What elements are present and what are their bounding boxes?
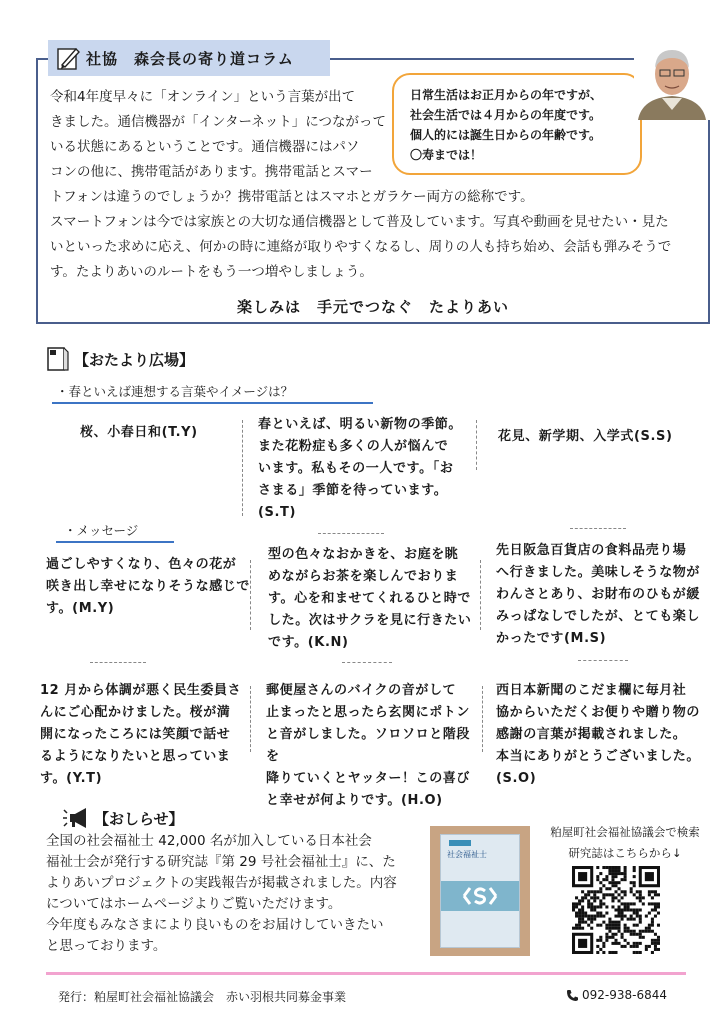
message-line: 感謝の言葉が掲載されました。 — [496, 727, 687, 742]
message-line: した。次はサクラを見に行きたい — [268, 613, 472, 628]
message-line: 12 月から体調が悪く民生委員さ — [40, 683, 242, 698]
answer-2 — [258, 414, 468, 524]
divider — [250, 560, 251, 630]
notice-line: よりあいプロジェクトの実践報告が掲載されました。内容 — [46, 875, 397, 891]
speech-line: 個人的には誕生日からの年齢です。 — [410, 128, 602, 142]
question-label: ・春といえば連想する言葉やイメージは？ — [52, 382, 373, 404]
message-3 — [496, 540, 708, 650]
message-line: 本当にありがとうございました。 — [496, 749, 701, 764]
notice-line: 全国の社会福祉士 42,000 名が加入している日本社会 — [46, 833, 372, 849]
journal-band — [441, 881, 519, 911]
chairman-portrait — [634, 40, 710, 120]
document-icon — [46, 346, 70, 372]
message-1 — [46, 554, 252, 620]
qr-caption-line: 粕屋町社会福祉協議会で検索 — [550, 825, 700, 839]
answer-line: (S.T) — [258, 505, 297, 520]
footer-divider — [46, 972, 686, 975]
speech-line: 〇寿までは！ — [410, 148, 483, 162]
message-line: 開になったころには笑顔で話せ — [40, 727, 231, 742]
message-line: と幸せが何よりです。(H.O) — [266, 793, 443, 808]
speech-bubble — [392, 73, 642, 175]
message-line: (S.O) — [496, 771, 537, 786]
message-line: です。(K.N) — [268, 635, 349, 650]
message-line: す。(Y.T) — [40, 771, 103, 786]
divider — [242, 420, 243, 516]
qr-code[interactable] — [572, 866, 660, 954]
answer-line: また花粉症も多くの人が悩んで — [258, 439, 449, 454]
footer-phone — [566, 988, 667, 1002]
message-line: 郵便屋さんのバイクの音がして — [266, 683, 457, 698]
message-5 — [266, 680, 480, 812]
message-4 — [40, 680, 248, 790]
journal-tag — [449, 840, 471, 846]
notice-line: 福祉士会が発行する研究誌『第 29 号社会福祉士』に、た — [46, 854, 396, 870]
message-line: 降りていくとヤッター！この喜び — [266, 771, 471, 786]
column-line: いといった求めに応え、何かの時に連絡が取りやすくなるし、周りの人も持ち始め、会話も弾みそうで — [50, 239, 672, 255]
message-line: 過ごしやすくなり、色々の花が — [46, 557, 237, 572]
message-line: 先日阪急百貨店の食料品売り場 — [496, 543, 687, 558]
message-line: 止まったと思ったら玄関にポトン — [266, 705, 471, 720]
column-line: いる状態にあるということです。通信機器にはパソ — [50, 139, 360, 155]
message-line: と音がしました。ソロソロと階段を — [266, 727, 471, 764]
phone-number: 092-938-6844 — [582, 988, 668, 1002]
message-line: わんさとあり、お財布のひもが緩 — [496, 587, 701, 602]
journal-title: 社会福祉士 — [447, 850, 487, 859]
notice-line: についてはホームページよりご覧いただけます。 — [46, 896, 342, 912]
divider — [250, 686, 251, 752]
column-slogan: 楽しみは 手元でつなぐ たよりあい — [236, 298, 509, 316]
qr-caption — [540, 822, 710, 864]
divider — [480, 560, 481, 630]
message-line: 協からいただくお便りや贈り物の — [496, 705, 701, 720]
column-line: コンの他に、携帯電話があります。携帯電話とスマー — [50, 164, 373, 180]
message-line: 西日本新聞のこだま欄に毎月社 — [496, 683, 687, 698]
column-line: トフォンは違うのでしょうか？携帯電話とはスマホとガラケー両方の総称です。 — [50, 189, 534, 205]
answer-3: 花見、新学期、入学式(S.S) — [498, 429, 673, 444]
speech-line: 日常生活はお正月からの年ですが、 — [410, 88, 603, 102]
message-6 — [496, 680, 708, 790]
message-line: かったです(M.S) — [496, 631, 607, 646]
column-title-tab — [48, 40, 330, 76]
message-line: 咲き出し幸せになりそうな感じで — [46, 579, 251, 594]
message-line: す。心を和ませてくれるひと時で — [268, 591, 471, 606]
message-line: みっぱなしでしたが、とても楽し — [496, 609, 701, 624]
column-line: す。たよりあいのルートをもう一つ増やしましょう。 — [50, 264, 373, 280]
message-2 — [268, 544, 474, 654]
message-line: めながらお茶を楽しんでおりま — [268, 569, 459, 584]
notice-heading — [62, 806, 184, 830]
message-line: んにご心配かけました。桜が満 — [40, 705, 231, 720]
message-line: るようになりたいと思っていま — [40, 749, 231, 764]
journal-cover — [440, 834, 520, 948]
divider — [482, 686, 483, 752]
divider — [570, 528, 626, 529]
notice-heading-text: 【おしらせ】 — [94, 809, 184, 828]
qr-caption-line: 研究誌はこちらから↓ — [568, 846, 682, 860]
column-body — [50, 85, 386, 185]
answer-line: さまる」季節を待っています。 — [258, 483, 448, 498]
column-line: 令和4年度早々に「オンライン」という言葉が出て — [50, 89, 356, 105]
column-line: スマートフォンは今では家族との大切な通信機器として普及しています。写真や動画を見せたい・見た — [50, 214, 669, 230]
divider — [342, 662, 392, 663]
phone-icon — [566, 989, 579, 1002]
notice-line: 今年度もみなさまにより良いものをお届けしていきたい — [46, 917, 384, 933]
divider — [90, 662, 146, 663]
notice-body — [46, 831, 418, 957]
divider — [476, 420, 477, 470]
answer-line: 春といえば、明るい新物の季節。 — [258, 417, 463, 432]
notice-line: と思っております。 — [46, 938, 167, 954]
megaphone-icon — [62, 806, 92, 830]
message-line: す。(M.Y) — [46, 601, 115, 616]
message-label: ・メッセージ — [56, 521, 174, 543]
divider — [318, 533, 384, 534]
divider — [578, 660, 628, 661]
speech-line: 社会生活では４月からの年度です。 — [410, 108, 602, 122]
column-title: 社協 森会長の寄り道コラム — [86, 49, 294, 68]
answer-1: 桜、小春日和(T.Y) — [80, 425, 198, 440]
answer-line: います。私もその一人です。「お — [258, 461, 454, 476]
otayori-heading — [46, 346, 194, 372]
journal-logo-icon — [460, 884, 500, 908]
column-line: きました。通信機器が「インターネット」につながって — [50, 114, 387, 130]
column-body-wide — [50, 185, 700, 285]
journal-cover-photo — [430, 826, 530, 956]
message-line: 型の色々なおかきを、お庭を眺 — [268, 547, 459, 562]
footer-publisher: 発行：粕屋町社会福祉協議会 赤い羽根共同募金事業 — [58, 990, 347, 1004]
otayori-heading-text: 【おたより広場】 — [74, 350, 195, 369]
message-line: へ行きました。美味しそうな物が — [496, 565, 701, 580]
pen-writing-icon — [56, 45, 82, 71]
